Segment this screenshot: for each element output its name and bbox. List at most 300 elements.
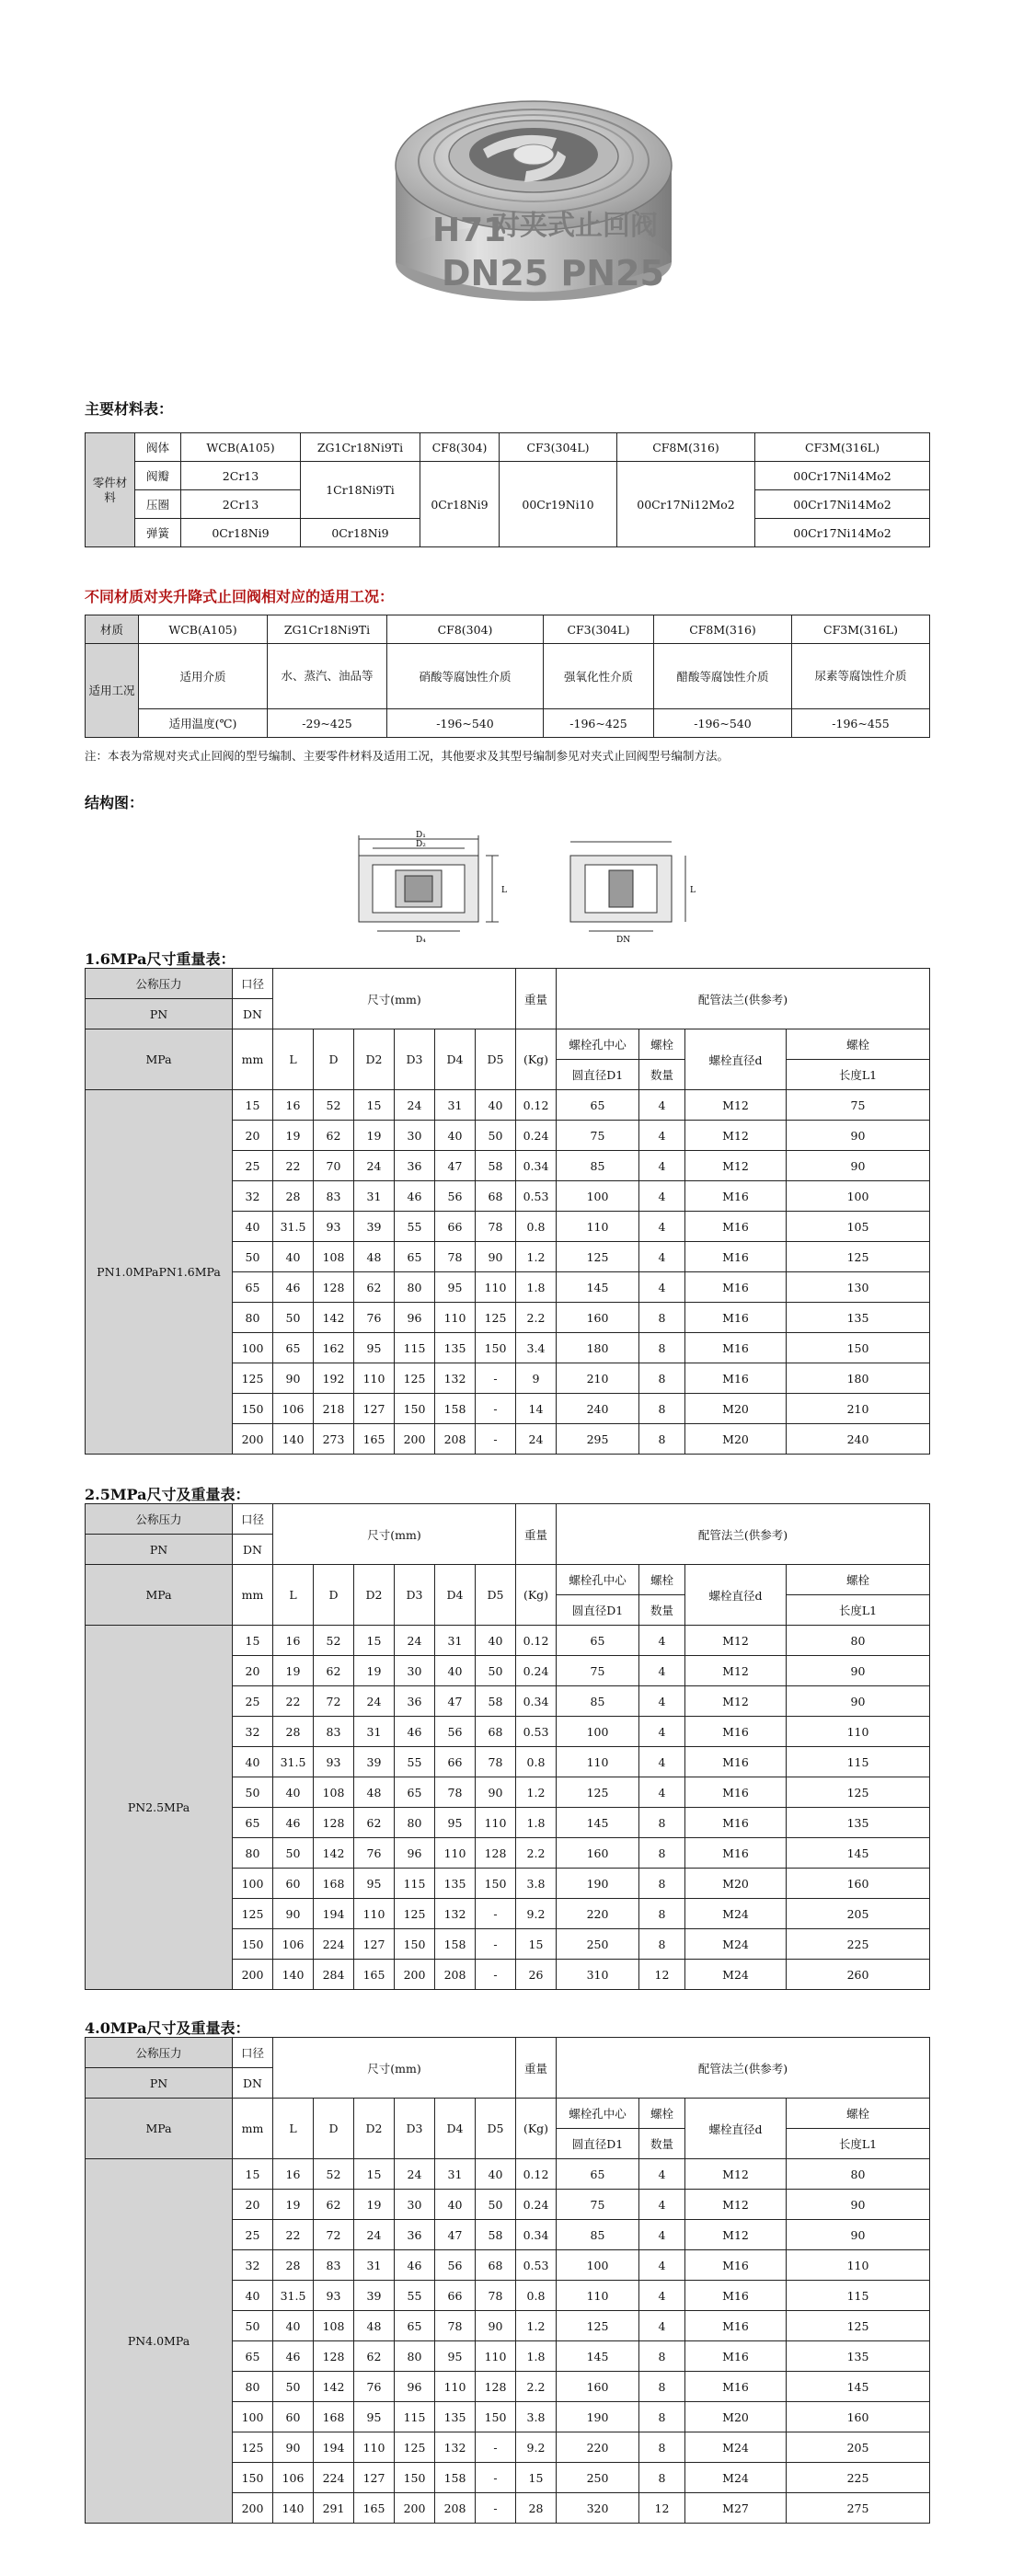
data-cell: 125 [395,1363,435,1394]
data-cell: 168 [314,1869,354,1899]
data-cell: 46 [395,2250,435,2281]
data-cell: 295 [557,1424,639,1455]
material-cell: CF3(304L) [500,433,617,462]
dim-col-header: D3 [395,2099,435,2159]
data-cell: 0.53 [516,2250,557,2281]
dim-col-header: L [273,1565,314,1626]
data-cell: 4 [639,1181,685,1212]
data-cell: 8 [639,2402,685,2432]
data-cell: 55 [395,1212,435,1242]
data-cell: 115 [395,1869,435,1899]
data-cell: 160 [557,1838,639,1869]
data-cell: 40 [476,2159,516,2190]
data-cell: 50 [273,2372,314,2402]
data-cell: 8 [639,1838,685,1869]
label-d4: D₄ [416,936,426,945]
media-cell: 硝酸等腐蚀性介质 [387,644,544,709]
data-cell: 0.8 [516,1212,557,1242]
data-cell: 115 [395,2402,435,2432]
data-cell: 36 [395,1151,435,1181]
data-cell: 50 [233,2311,273,2341]
material-cell: WCB(A105) [181,433,301,462]
data-cell: 0.24 [516,2190,557,2220]
data-cell: 0.12 [516,1090,557,1121]
data-cell: 4 [639,2220,685,2250]
data-cell: M16 [685,1777,787,1808]
data-cell: 16 [273,2159,314,2190]
cond-material: CF3M(316L) [792,615,930,644]
data-cell: M20 [685,1869,787,1899]
data-cell: 4 [639,1212,685,1242]
data-cell: 1.2 [516,1242,557,1272]
data-cell: 62 [354,1808,395,1838]
data-cell: M16 [685,1808,787,1838]
data-cell: 168 [314,2402,354,2432]
data-cell: 190 [557,1869,639,1899]
data-cell: M12 [685,1686,787,1717]
data-cell: 80 [787,1626,930,1656]
data-cell: 110 [557,1747,639,1777]
data-cell: 50 [273,1838,314,1869]
data-cell: 0.53 [516,1181,557,1212]
data-cell: 24 [354,1151,395,1181]
data-cell: 142 [314,1303,354,1333]
data-cell: 50 [476,2190,516,2220]
data-cell: 96 [395,2372,435,2402]
data-cell: 110 [557,2281,639,2311]
data-cell: 110 [354,2432,395,2463]
conditions-title: 不同材质对夹升降式止回阀相对应的适用工况： [85,588,395,605]
data-cell: 80 [395,2341,435,2372]
data-cell: 4 [639,1777,685,1808]
media-cell: 强氧化性介质 [544,644,654,709]
nominal-pressure-header: 公称压力 [86,2038,233,2068]
bolt-header: 螺栓 [639,1565,685,1595]
data-cell: 58 [476,1686,516,1717]
label-l: L [501,886,507,895]
data-cell: 0.8 [516,2281,557,2311]
qty-header: 数量 [639,1060,685,1090]
data-cell: 150 [787,1333,930,1363]
data-cell: 90 [787,1686,930,1717]
data-cell: M20 [685,1424,787,1455]
material-cell: 00Cr19Ni10 [500,462,617,547]
dim-col-header: D2 [354,1565,395,1626]
data-cell: 2.2 [516,1303,557,1333]
data-cell: 128 [476,1838,516,1869]
temp-label: 适用温度(℃) [139,709,268,738]
bolt-header: 螺栓 [639,1029,685,1060]
data-cell: 218 [314,1394,354,1424]
data-cell: 68 [476,1181,516,1212]
data-cell: 128 [476,2372,516,2402]
data-cell: M27 [685,2493,787,2524]
structure-drawing-side [552,828,718,948]
data-cell: 106 [273,1929,314,1960]
data-cell: 127 [354,1929,395,1960]
data-cell: 15 [516,2463,557,2493]
data-cell: 22 [273,1686,314,1717]
data-cell: 4 [639,1626,685,1656]
pn-header: PN [86,2068,233,2099]
data-cell: - [476,2493,516,2524]
data-cell: 150 [233,1394,273,1424]
data-cell: 180 [787,1363,930,1394]
data-cell: 0.8 [516,1747,557,1777]
data-cell: 83 [314,2250,354,2281]
data-cell: 78 [476,1747,516,1777]
data-cell: 78 [476,1212,516,1242]
cond-material: CF8(304) [387,615,544,644]
data-cell: 160 [787,1869,930,1899]
dim-col-header: L [273,2099,314,2159]
data-cell: 65 [557,2159,639,2190]
data-cell: M24 [685,1899,787,1929]
data-cell: 260 [787,1960,930,1990]
data-cell: 15 [354,1090,395,1121]
data-cell: M16 [685,2372,787,2402]
data-cell: 100 [787,1181,930,1212]
data-cell: 240 [557,1394,639,1424]
data-cell: 0.24 [516,1656,557,1686]
data-cell: 80 [233,1303,273,1333]
data-cell: 140 [273,2493,314,2524]
weight-header: 重量 [516,969,557,1029]
data-cell: - [476,1899,516,1929]
data-cell: 8 [639,1424,685,1455]
data-cell: 140 [273,1960,314,1990]
data-cell: 284 [314,1960,354,1990]
data-cell: 0.24 [516,1121,557,1151]
data-cell: 90 [273,1899,314,1929]
material-cell: CF8M(316) [617,433,755,462]
data-cell: 20 [233,1656,273,1686]
data-cell: 12 [639,1960,685,1990]
structure-title: 结构图： [85,794,144,811]
data-cell: 200 [395,2493,435,2524]
data-cell: 24 [395,1090,435,1121]
data-cell: 8 [639,1363,685,1394]
data-cell: 30 [395,1121,435,1151]
data-cell: 0.34 [516,1686,557,1717]
data-cell: 194 [314,2432,354,2463]
data-cell: 85 [557,1151,639,1181]
data-cell: 40 [435,2190,476,2220]
data-cell: 78 [476,2281,516,2311]
data-cell: 40 [233,2281,273,2311]
data-cell: 28 [273,2250,314,2281]
temp-cell: -196~540 [654,709,792,738]
data-cell: 310 [557,1960,639,1990]
data-cell: 68 [476,1717,516,1747]
data-cell: 90 [787,1121,930,1151]
data-cell: 150 [395,1929,435,1960]
media-label: 适用介质 [139,644,268,709]
dim-col-header: D5 [476,1565,516,1626]
data-cell: 19 [354,1656,395,1686]
data-cell: 108 [314,2311,354,2341]
data-cell: 55 [395,1747,435,1777]
mm-header: mm [233,2099,273,2159]
data-cell: 205 [787,2432,930,2463]
data-cell: 12 [639,2493,685,2524]
data-cell: 2.2 [516,1838,557,1869]
structure-drawing-front [331,828,524,948]
data-cell: 127 [354,1394,395,1424]
data-cell: 125 [233,2432,273,2463]
data-cell: 224 [314,2463,354,2493]
data-cell: 31 [354,2250,395,2281]
data-cell: 24 [516,1424,557,1455]
data-cell: 125 [395,1899,435,1929]
data-cell: 24 [395,1626,435,1656]
length-header: 长度L1 [787,1595,930,1626]
media-cell: 醋酸等腐蚀性介质 [654,644,792,709]
data-cell: 100 [557,2250,639,2281]
temp-cell: -196~540 [387,709,544,738]
data-cell: 76 [354,2372,395,2402]
data-cell: 50 [476,1121,516,1151]
data-cell: 115 [395,1333,435,1363]
data-cell: 125 [233,1899,273,1929]
data-cell: 125 [476,1303,516,1333]
data-cell: 48 [354,1777,395,1808]
data-cell: M16 [685,1363,787,1394]
label-d1: D₁ [416,831,426,840]
flange-header: 配管法兰(供参考) [557,2038,930,2099]
data-cell: 110 [435,1838,476,1869]
data-cell: 220 [557,2432,639,2463]
data-cell: 125 [395,2432,435,2463]
data-cell: 115 [787,1747,930,1777]
data-cell: 0.34 [516,1151,557,1181]
data-cell: 8 [639,1333,685,1363]
dim-col-header: D2 [354,2099,395,2159]
material-cell: 1Cr18Ni9Ti [301,462,420,519]
data-cell: 1.8 [516,1808,557,1838]
data-cell: 48 [354,2311,395,2341]
data-cell: 100 [233,1869,273,1899]
label-dn: DN [616,936,631,945]
data-cell: 8 [639,2341,685,2372]
data-cell: 275 [787,2493,930,2524]
material-cell: 0Cr18Ni9 [420,462,500,547]
cond-label: 适用工况 [86,644,139,738]
casting-text-bottom: DN25 PN25 [442,253,664,293]
dim-col-header: D3 [395,1565,435,1626]
bore-header: 口径 [233,1504,273,1535]
media-cell: 尿素等腐蚀性介质 [792,644,930,709]
data-cell: 46 [395,1181,435,1212]
data-cell: 125 [787,2311,930,2341]
bore-header: 口径 [233,2038,273,2068]
kg-header: (Kg) [516,1029,557,1090]
data-cell: - [476,1363,516,1394]
data-cell: 110 [476,1808,516,1838]
bolt-length-header: 螺栓 [787,1029,930,1060]
data-cell: 25 [233,1686,273,1717]
temp-cell: -29~425 [268,709,387,738]
dim-table-3 [85,2037,930,2524]
kg-header: (Kg) [516,1565,557,1626]
data-cell: 90 [476,1242,516,1272]
dim-col-header: D4 [435,2099,476,2159]
data-cell: M12 [685,1090,787,1121]
data-cell: 72 [314,2220,354,2250]
temp-cell: -196~455 [792,709,930,738]
data-cell: 72 [314,1686,354,1717]
length-header: 长度L1 [787,2129,930,2159]
data-cell: - [476,1394,516,1424]
data-cell: 24 [395,2159,435,2190]
data-cell: 180 [557,1333,639,1363]
data-cell: 31 [435,1626,476,1656]
label-d2: D₂ [416,840,426,849]
data-cell: 135 [435,1333,476,1363]
data-cell: 39 [354,1212,395,1242]
data-cell: 58 [476,1151,516,1181]
data-cell: 128 [314,2341,354,2372]
product-image [377,28,690,331]
data-cell: 52 [314,1090,354,1121]
data-cell: 96 [395,1303,435,1333]
data-cell: 19 [354,2190,395,2220]
pn-label: PN4.0MPa [86,2159,233,2524]
material-cell: 00Cr17Ni14Mo2 [755,519,930,547]
data-cell: 9.2 [516,2432,557,2463]
data-cell: M16 [685,1717,787,1747]
data-cell: 80 [787,2159,930,2190]
dn-header: DN [233,2068,273,2099]
data-cell: 4 [639,1121,685,1151]
circle-d1-header: 圆直径D1 [557,2129,639,2159]
data-cell: 291 [314,2493,354,2524]
data-cell: 160 [787,2402,930,2432]
data-cell: 93 [314,1747,354,1777]
data-cell: 165 [354,1960,395,1990]
data-cell: 225 [787,1929,930,1960]
data-cell: 110 [787,2250,930,2281]
data-cell: 40 [273,1242,314,1272]
data-cell: - [476,1960,516,1990]
data-cell: 15 [516,1929,557,1960]
data-cell: 31.5 [273,2281,314,2311]
cond-material: CF8M(316) [654,615,792,644]
dim-col-header: D4 [435,1565,476,1626]
data-cell: 224 [314,1929,354,1960]
data-cell: 80 [395,1808,435,1838]
data-cell: 96 [395,1838,435,1869]
data-cell: 66 [435,1747,476,1777]
data-cell: 75 [557,1121,639,1151]
data-cell: 78 [435,2311,476,2341]
data-cell: 100 [557,1181,639,1212]
data-cell: 150 [233,2463,273,2493]
data-cell: 105 [787,1212,930,1242]
data-cell: 56 [435,1717,476,1747]
data-cell: 8 [639,1303,685,1333]
weight-header: 重量 [516,1504,557,1565]
data-cell: 200 [233,2493,273,2524]
data-cell: 110 [787,1717,930,1747]
data-cell: 220 [557,1899,639,1929]
data-cell: 100 [233,2402,273,2432]
data-cell: 19 [354,1121,395,1151]
data-cell: 208 [435,1424,476,1455]
data-cell: 85 [557,1686,639,1717]
data-cell: 58 [476,2220,516,2250]
data-cell: 62 [354,1272,395,1303]
data-cell: 106 [273,1394,314,1424]
data-cell: 40 [435,1121,476,1151]
data-cell: 19 [273,1121,314,1151]
data-cell: 39 [354,2281,395,2311]
data-cell: 160 [557,2372,639,2402]
data-cell: 40 [476,1626,516,1656]
data-cell: 31.5 [273,1747,314,1777]
data-cell: 75 [557,2190,639,2220]
data-cell: 145 [557,2341,639,2372]
data-cell: 165 [354,1424,395,1455]
data-cell: 95 [354,2402,395,2432]
dim-col-header: D [314,1565,354,1626]
data-cell: 108 [314,1242,354,1272]
data-cell: 47 [435,2220,476,2250]
data-cell: 125 [787,1242,930,1272]
data-cell: 150 [395,2463,435,2493]
data-cell: M12 [685,1656,787,1686]
data-cell: 4 [639,1747,685,1777]
data-cell: 68 [476,2250,516,2281]
data-cell: 145 [557,1808,639,1838]
data-cell: 162 [314,1333,354,1363]
data-cell: 145 [787,1838,930,1869]
data-cell: 19 [273,2190,314,2220]
data-cell: 95 [435,1272,476,1303]
data-cell: M16 [685,1303,787,1333]
data-cell: 142 [314,2372,354,2402]
bolt-hole-center-header: 螺栓孔中心 [557,1565,639,1595]
cond-material: ZG1Cr18Ni9Ti [268,615,387,644]
data-cell: M24 [685,1960,787,1990]
mm-header: mm [233,1029,273,1090]
data-cell: 90 [787,2190,930,2220]
data-cell: 70 [314,1151,354,1181]
data-cell: 125 [557,1242,639,1272]
data-cell: M24 [685,2463,787,2493]
data-cell: 31 [435,1090,476,1121]
data-cell: 32 [233,1717,273,1747]
data-cell: - [476,1929,516,1960]
data-cell: 78 [435,1242,476,1272]
data-cell: 128 [314,1272,354,1303]
data-cell: 125 [233,1363,273,1394]
data-cell: 1.2 [516,2311,557,2341]
data-cell: 8 [639,1808,685,1838]
data-cell: 55 [395,2281,435,2311]
data-cell: 194 [314,1899,354,1929]
data-cell: 145 [557,1272,639,1303]
data-cell: 3.8 [516,2402,557,2432]
dims-header: 尺寸(mm) [273,969,516,1029]
data-cell: 110 [476,1272,516,1303]
data-cell: 60 [273,2402,314,2432]
data-cell: 75 [787,1090,930,1121]
bolt-hole-center-header: 螺栓孔中心 [557,2099,639,2129]
data-cell: 132 [435,1899,476,1929]
data-cell: 75 [557,1656,639,1686]
data-cell: 210 [557,1363,639,1394]
